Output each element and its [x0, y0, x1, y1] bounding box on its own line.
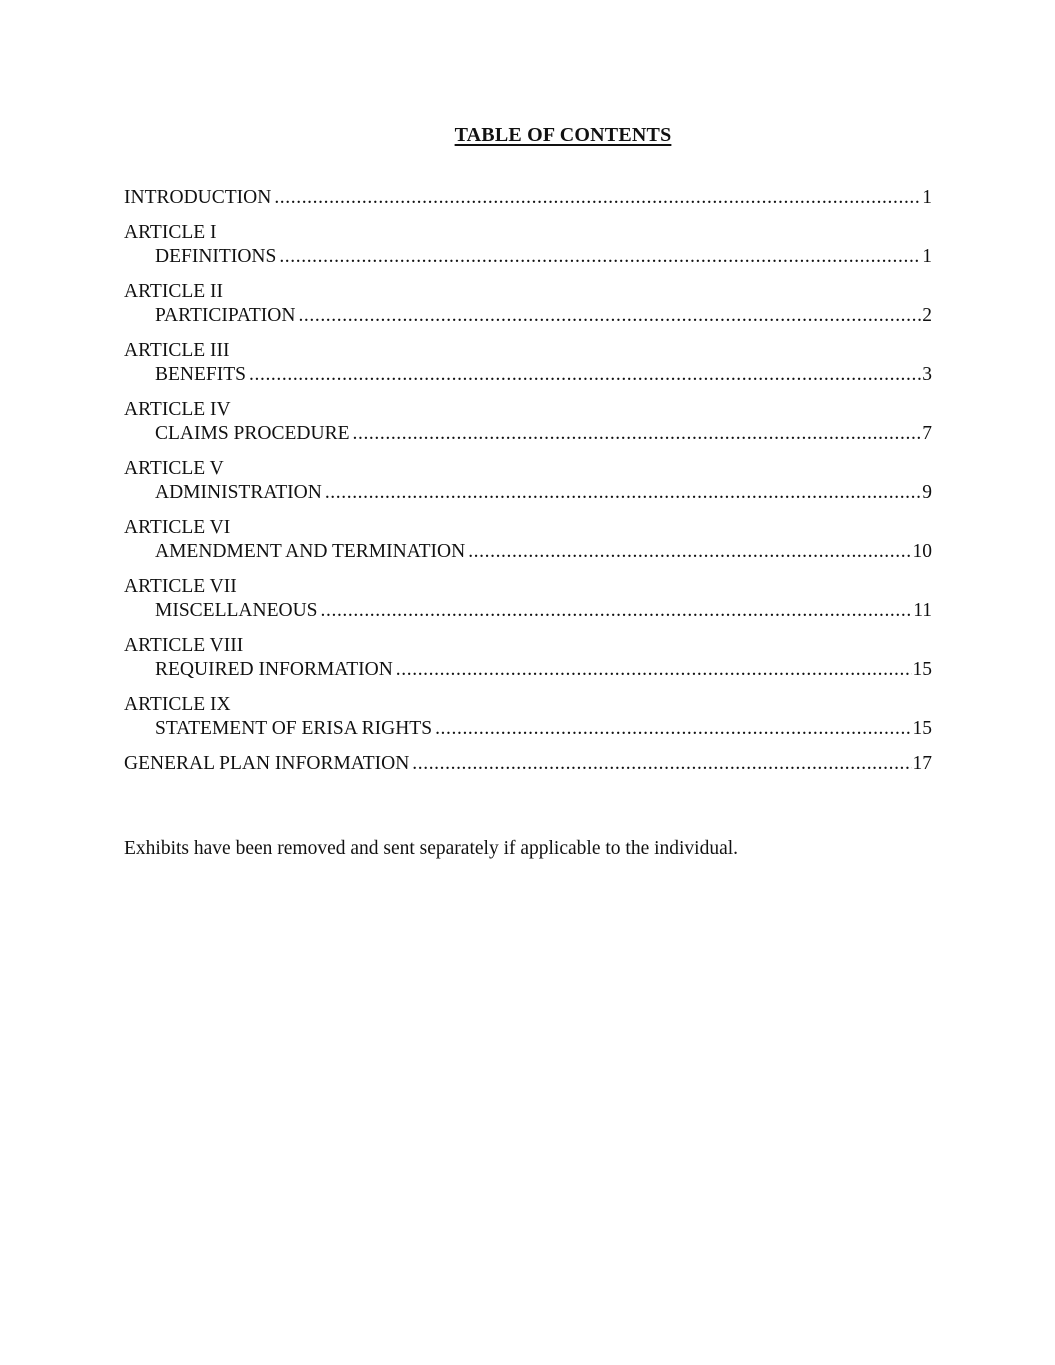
toc-entry-label: INTRODUCTION [124, 187, 272, 208]
dot-leader [468, 540, 911, 564]
toc-article-label: ARTICLE IX [124, 694, 231, 715]
toc-entry-article-3[interactable] [124, 339, 932, 387]
toc-entry-label: ADMINISTRATION [155, 482, 322, 503]
toc-entry-article-4[interactable] [124, 398, 932, 446]
toc-page-number: 1 [922, 187, 932, 208]
toc-entry-introduction[interactable] [124, 186, 932, 210]
toc-article-label: ARTICLE VII [124, 576, 237, 597]
toc-page-number: 17 [912, 753, 932, 774]
toc-page-number: 15 [912, 718, 932, 739]
toc-entry-article-2[interactable] [124, 280, 932, 328]
toc-page-number: 3 [922, 364, 932, 385]
toc-entry-general-plan-information[interactable] [124, 752, 932, 776]
toc-page-number: 2 [922, 305, 932, 326]
toc-entry-article-8[interactable] [124, 634, 932, 682]
toc-page-number: 15 [912, 659, 932, 680]
toc-page-number: 9 [922, 482, 932, 503]
toc-entry-label: DEFINITIONS [155, 246, 277, 267]
toc-article-label: ARTICLE II [124, 281, 224, 302]
toc-title: TABLE OF CONTENTS [454, 124, 672, 146]
toc-article-label: ARTICLE III [124, 340, 230, 361]
dot-leader [325, 481, 921, 505]
toc-entry-article-6[interactable] [124, 516, 932, 564]
dot-leader [279, 245, 921, 269]
table-of-contents [124, 186, 932, 787]
toc-entry-label: GENERAL PLAN INFORMATION [124, 753, 410, 774]
toc-entry-label: AMENDMENT AND TERMINATION [155, 541, 466, 562]
toc-entry-label: REQUIRED INFORMATION [155, 659, 393, 680]
toc-page-number: 10 [912, 541, 932, 562]
toc-entry-article-9[interactable] [124, 693, 932, 741]
toc-entry-label: PARTICIPATION [155, 305, 296, 326]
dot-leader [249, 363, 921, 387]
dot-leader [353, 422, 922, 446]
dot-leader [274, 186, 921, 210]
dot-leader [396, 658, 912, 682]
dot-leader [412, 752, 911, 776]
toc-article-label: ARTICLE I [124, 222, 217, 243]
toc-entry-label: BENEFITS [155, 364, 247, 385]
toc-entry-article-7[interactable] [124, 575, 932, 623]
toc-article-label: ARTICLE VIII [124, 635, 244, 656]
toc-entry-label: CLAIMS PROCEDURE [155, 423, 350, 444]
dot-leader [435, 717, 911, 741]
toc-entry-label: STATEMENT OF ERISA RIGHTS [155, 718, 433, 739]
toc-entry-article-1[interactable] [124, 221, 932, 269]
toc-entry-article-5[interactable] [124, 457, 932, 505]
toc-entry-label: MISCELLANEOUS [155, 600, 318, 621]
dot-leader [298, 304, 921, 328]
toc-article-label: ARTICLE VI [124, 517, 231, 538]
toc-article-label: ARTICLE IV [124, 399, 231, 420]
toc-page-number: 7 [922, 423, 932, 444]
toc-page-number: 11 [913, 600, 932, 621]
toc-page-number: 1 [922, 246, 932, 267]
dot-leader [321, 599, 913, 623]
toc-article-label: ARTICLE V [124, 458, 224, 479]
exhibits-note: Exhibits have been removed and sent separately if applicable to the individual. [124, 838, 739, 859]
